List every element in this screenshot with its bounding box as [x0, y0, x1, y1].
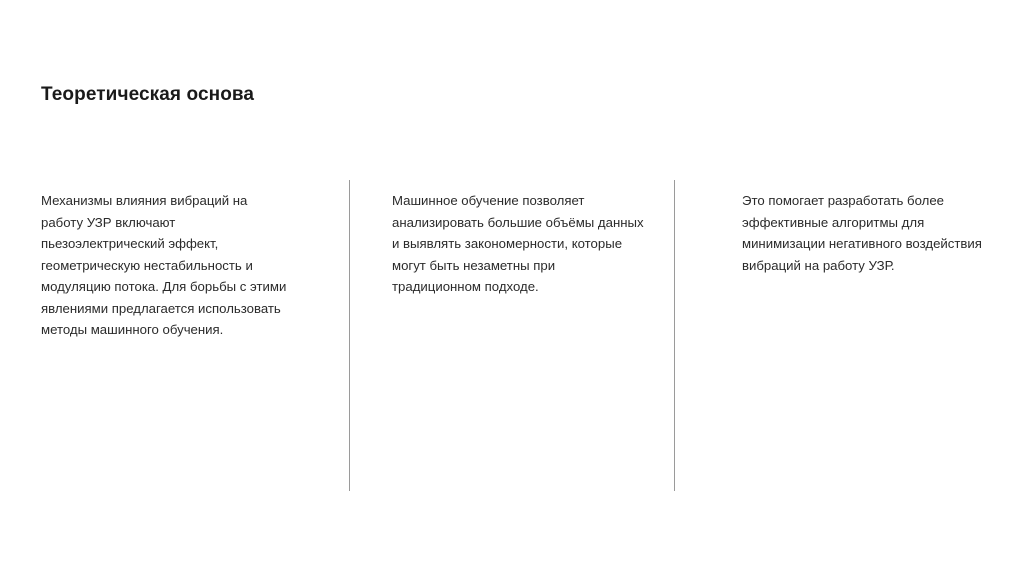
text-line: Машинное обучение позволяет [392, 193, 585, 208]
text-line: и выявлять закономерности, которые [392, 236, 623, 251]
text-line: геометрическую нестабильность и [41, 257, 253, 273]
column-1-text [41, 190, 303, 341]
text-line: эффективные алгоритмы для [742, 214, 925, 230]
text-line: могут быть незаметны при [392, 257, 556, 273]
text-line: минимизации негативного воздействия [742, 236, 982, 251]
column-divider-1 [349, 180, 350, 491]
text-line: вибраций на работу УЗР. [742, 257, 895, 273]
text-line: пьезоэлектрический эффект, [41, 236, 219, 251]
text-line: явлениями предлагается использовать [41, 300, 281, 316]
text-line: методы машинного обучения. [41, 322, 224, 337]
slide-title: Теоретическая основа [41, 84, 255, 105]
text-line: модуляцию потока. Для борьбы с этими [41, 279, 287, 294]
text-line: Механизмы влияния вибраций на [41, 193, 248, 208]
text-line: анализировать большие объёмы данных [392, 214, 644, 230]
column-3-text [742, 190, 1004, 276]
column-2-text [392, 190, 662, 298]
column-divider-2 [674, 180, 675, 491]
text-line: Это помогает разработать более [742, 193, 945, 208]
text-line: работу УЗР включают [41, 214, 176, 230]
text-line: традиционном подходе. [392, 279, 539, 294]
